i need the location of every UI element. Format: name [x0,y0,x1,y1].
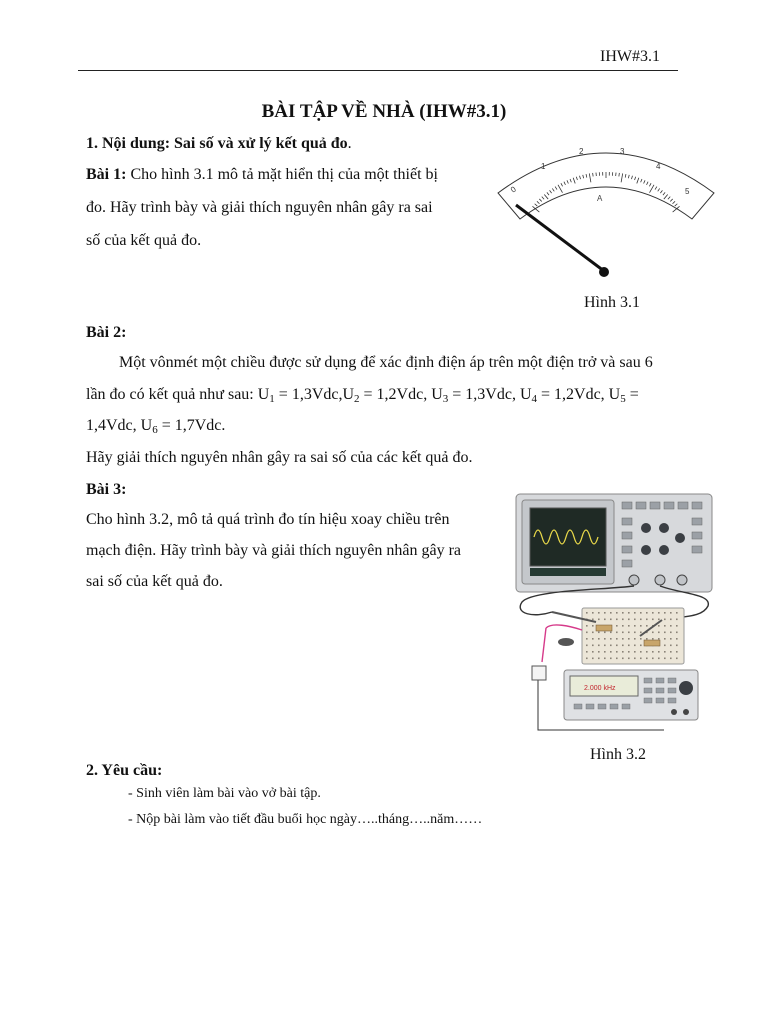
breadboard-hole [646,612,648,614]
breadboard-hole [634,645,636,647]
page-title: BÀI TẬP VỀ NHÀ (IHW#3.1) [261,101,507,122]
meter-unit: A [597,194,603,203]
breadboard-hole [586,612,588,614]
breadboard-hole [640,638,642,640]
breadboard-hole [622,645,624,647]
breadboard-hole [664,658,666,660]
breadboard-hole [646,658,648,660]
breadboard-hole [634,651,636,653]
breadboard-hole [646,651,648,653]
breadboard-hole [640,625,642,627]
breadboard-hole [640,651,642,653]
breadboard-hole [604,619,606,621]
breadboard-hole [616,658,618,660]
breadboard-hole [676,645,678,647]
breadboard-hole [628,619,630,621]
breadboard-hole [658,632,660,634]
breadboard-hole [658,625,660,627]
breadboard-hole [664,619,666,621]
svg-text:4: 4 [656,162,661,171]
breadboard-hole [616,632,618,634]
svg-text:5: 5 [685,187,690,196]
breadboard-hole [634,619,636,621]
breadboard-hole [598,658,600,660]
breadboard-hole [658,658,660,660]
breadboard-hole [634,658,636,660]
requirements-list [128,784,482,836]
section-2-heading: 2. Yêu cầu: [86,762,163,779]
breadboard-hole [610,645,612,647]
generator-display: 2.000 kHz [584,685,616,692]
breadboard-hole [592,645,594,647]
section-1-heading: 1. Nội dung: Sai số và xử lý kết quả đo. [86,135,352,152]
svg-text:1: 1 [541,162,546,171]
breadboard-hole [616,638,618,640]
breadboard-hole [586,658,588,660]
breadboard-hole [598,645,600,647]
breadboard-hole [664,632,666,634]
breadboard-hole [640,632,642,634]
breadboard-hole [652,651,654,653]
breadboard-hole [640,619,642,621]
breadboard-hole [670,625,672,627]
breadboard-hole [610,651,612,653]
breadboard-hole [622,651,624,653]
breadboard-hole [610,619,612,621]
breadboard-hole [634,612,636,614]
breadboard-hole [652,658,654,660]
bai2-label: Bài 2: [86,324,127,341]
breadboard-hole [652,612,654,614]
breadboard-hole [616,625,618,627]
breadboard-hole [670,619,672,621]
breadboard-hole [586,645,588,647]
breadboard-hole [622,632,624,634]
breadboard-hole [604,658,606,660]
breadboard-hole [616,651,618,653]
breadboard-hole [658,612,660,614]
breadboard-hole [652,638,654,640]
breadboard-hole [592,651,594,653]
breadboard-hole [652,619,654,621]
breadboard-hole [622,638,624,640]
breadboard-hole [592,625,594,627]
breadboard-hole [622,658,624,660]
bai3-label: Bài 3: [86,481,127,498]
breadboard-hole [670,632,672,634]
breadboard-hole [586,625,588,627]
breadboard-hole [640,612,642,614]
breadboard-hole [670,651,672,653]
breadboard-hole [592,638,594,640]
breadboard-hole [604,651,606,653]
breadboard-hole [628,612,630,614]
breadboard-hole [622,619,624,621]
breadboard-hole [676,625,678,627]
breadboard-hole [616,619,618,621]
breadboard-hole [622,612,624,614]
oscilloscope-setup-figure [512,490,718,735]
breadboard-hole [586,651,588,653]
breadboard-hole [676,651,678,653]
breadboard-hole [586,638,588,640]
breadboard-hole [598,638,600,640]
breadboard-hole [598,619,600,621]
breadboard-hole [628,638,630,640]
svg-text:0: 0 [508,184,518,195]
breadboard-hole [652,632,654,634]
breadboard-hole [676,619,678,621]
meter-pivot [599,267,609,277]
breadboard-hole [586,632,588,634]
breadboard-hole [592,612,594,614]
breadboard-hole [640,645,642,647]
meter-figure [488,133,724,288]
breadboard-hole [628,625,630,627]
requirement-item: - Sinh viên làm bài vào vở bài tập. [128,786,321,801]
breadboard-hole [592,658,594,660]
breadboard-hole [604,638,606,640]
breadboard-hole [610,658,612,660]
breadboard-hole [658,651,660,653]
breadboard-hole [604,645,606,647]
figure-3-1-caption: Hình 3.1 [584,294,640,311]
breadboard-hole [646,625,648,627]
svg-text:2: 2 [579,147,584,156]
breadboard-hole [670,658,672,660]
breadboard-hole [616,612,618,614]
breadboard-hole [664,625,666,627]
breadboard-hole [610,638,612,640]
breadboard-hole [628,651,630,653]
breadboard-hole [676,658,678,660]
bai1-text: Bài 1: Cho hình 3.1 mô tả mặt hiển thị của một thiết bị đo. Hãy trình bày và giải thích nguyên nhân gây ra sai số của kết quả đo. [86,166,438,249]
breadboard-hole [658,638,660,640]
breadboard-hole [628,658,630,660]
breadboard-hole [664,651,666,653]
breadboard-hole [622,625,624,627]
figure-3-2-caption: Hình 3.2 [590,746,646,763]
breadboard-hole [634,625,636,627]
breadboard-hole [592,619,594,621]
breadboard-hole [628,632,630,634]
requirement-item: - Nộp bài làm vào tiết đầu buổi học ngày…..tháng…..năm…… [128,812,483,827]
breadboard-hole [676,612,678,614]
header-divider [78,70,678,71]
breadboard-hole [598,632,600,634]
breadboard-hole [676,632,678,634]
breadboard-hole [598,612,600,614]
breadboard-hole [670,612,672,614]
breadboard-hole [604,612,606,614]
bai1-label: Bài 1: [86,166,127,183]
breadboard-hole [658,619,660,621]
breadboard-hole [646,638,648,640]
breadboard-hole [598,651,600,653]
breadboard-hole [664,645,666,647]
breadboard-hole [670,645,672,647]
svg-text:3: 3 [620,147,625,156]
bai2-measurements: lần đo có kết quả như sau: $U_1 = 1,3Vdc,U_2 = 1,2Vdc$, $U_3 = 1,3Vdc$, $U_4 = 1,2Vdc$, $U_5$ = [86,386,639,405]
breadboard-hole [634,638,636,640]
breadboard-hole [610,612,612,614]
breadboard-hole [640,658,642,660]
breadboard-hole [592,632,594,634]
breadboard-hole [634,632,636,634]
bai3-text: Cho hình 3.2, mô tả quá trình đo tín hiệu xoay chiều trên mạch điện. Hãy trình bày và giải thích nguyên nhân gây ra sai số của kết quả đo. [86,511,461,590]
breadboard-hole [664,612,666,614]
breadboard-hole [610,632,612,634]
breadboard-hole [604,632,606,634]
breadboard-hole [646,619,648,621]
breadboard-hole [664,638,666,640]
breadboard-hole [670,638,672,640]
header-code: IHW#3.1 [600,48,660,65]
breadboard-hole [628,645,630,647]
meter-needle [516,205,604,271]
bai2-text: Một vônmét một chiều được sử dụng để xác định điện áp trên một điện trở và sau 6 lần đo có kết quả như sau: $U_1 = 1,3Vdc,U_2 = 1,2Vdc$, $U_3 = 1,3Vdc$, $U_4 = 1,2Vdc$, $U_5$ = 1,4Vdc, $U_6 = 1,7Vdc$. Hãy giải thích nguyên nhân gây ra sai số của các kết quả đo. [86,352,726,479]
breadboard-hole [676,638,678,640]
breadboard-hole [616,645,618,647]
